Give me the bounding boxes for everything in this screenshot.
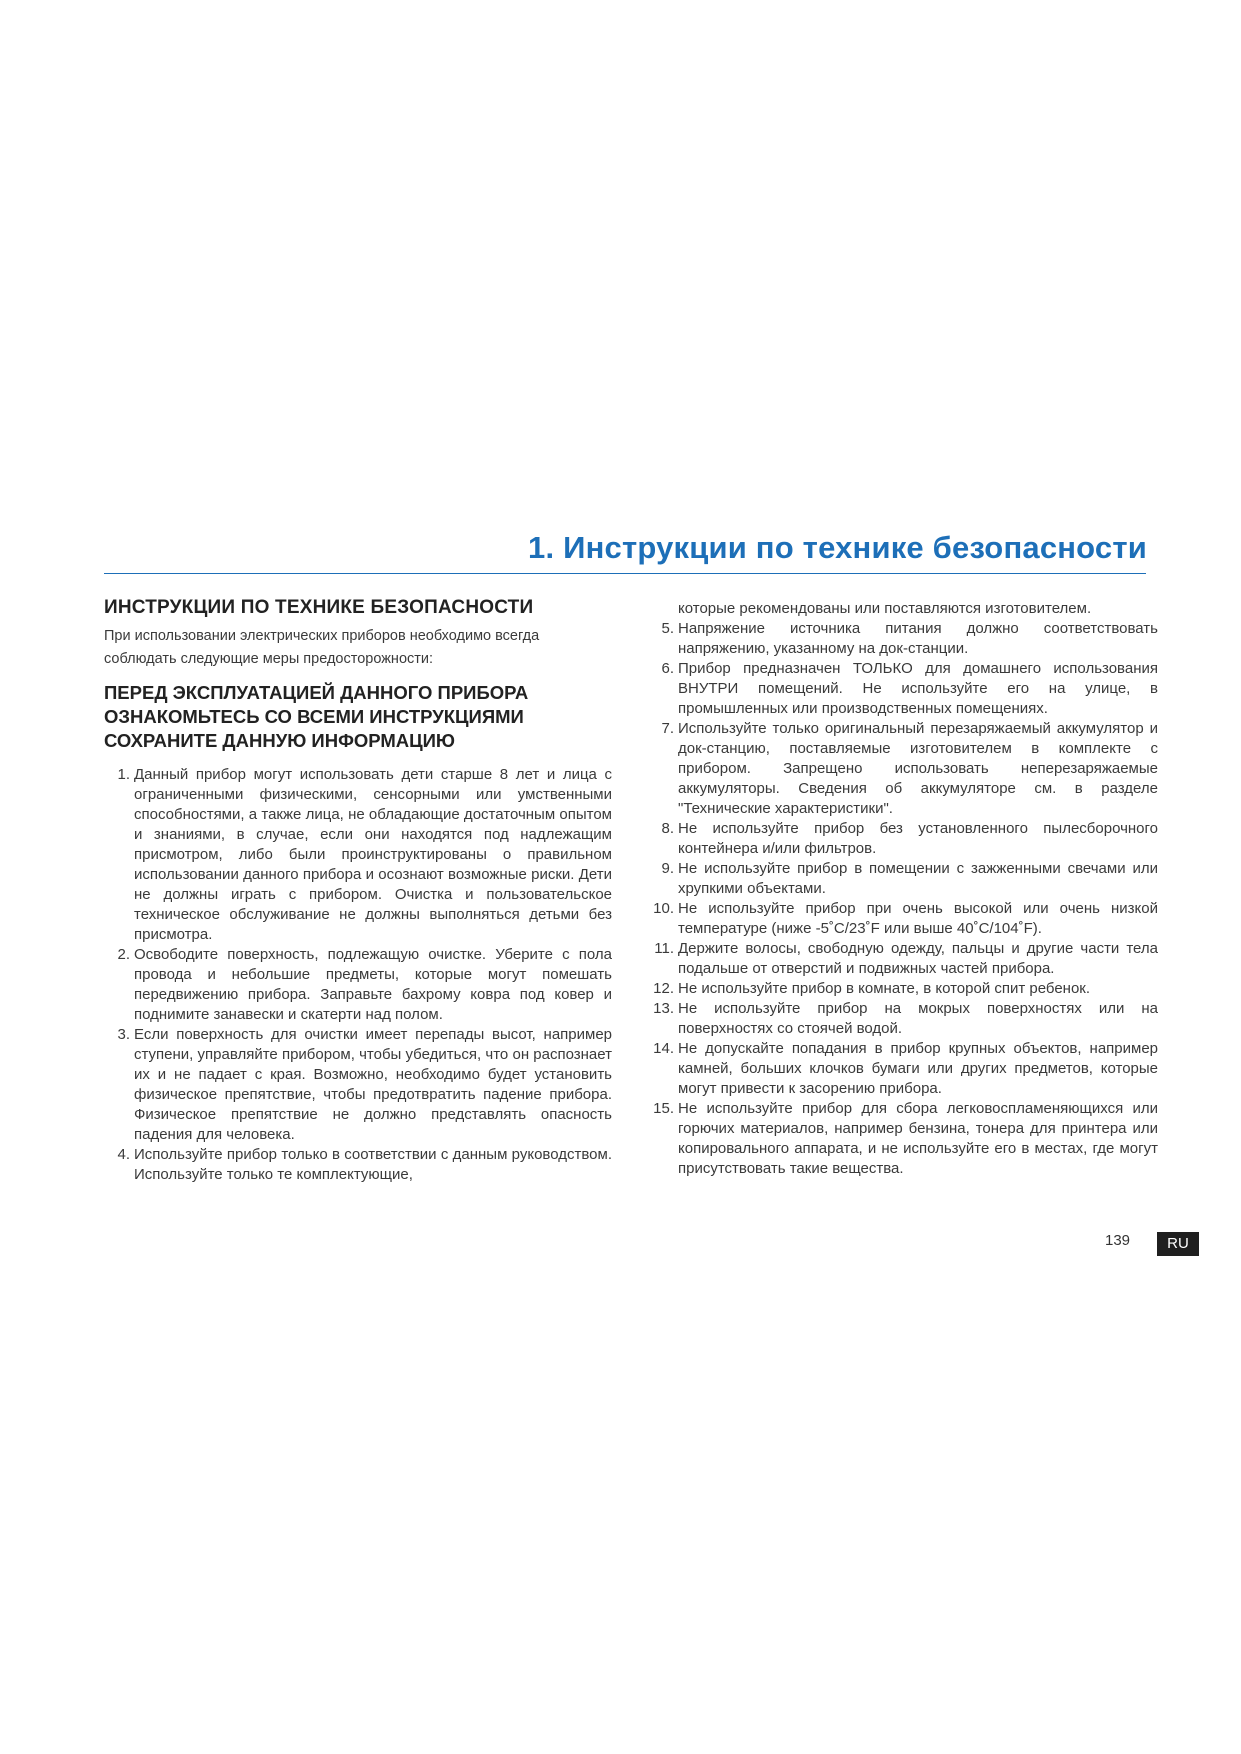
item-number: 9. (661, 860, 674, 877)
item-number: 7. (661, 720, 674, 737)
section-title: 1. Инструкции по технике безопасности (528, 530, 1147, 565)
warning-line: СОХРАНИТЕ ДАННУЮ ИНФОРМАЦИЮ (104, 730, 456, 751)
list-item (648, 899, 1158, 939)
item-text: Не используйте прибор в помещении с зажженными свечами или хрупкими объектами. (678, 860, 1158, 897)
list-item (104, 765, 612, 945)
right-column (648, 599, 1158, 1179)
list-item (648, 1039, 1158, 1099)
title-divider (104, 573, 1146, 574)
item-text: Не используйте прибор при очень высокой или очень низкой температуре (ниже -5˚C/23˚F или выше 40˚C/104˚F). (678, 900, 1158, 937)
item-number: 5. (661, 620, 674, 637)
list-item (648, 859, 1158, 899)
list-item (648, 979, 1158, 999)
item-number: 14. (653, 1040, 674, 1057)
item-text: Не используйте прибор без установленного пылесборочного контейнера и/или фильтров. (678, 820, 1158, 857)
list-item (648, 619, 1158, 659)
item-text: Если поверхность для очистки имеет перепады высот, например ступени, управляйте прибором, чтобы убедиться, что он распознает их и не падает с края. Возможно, необходимо будет установить физическое препятствие, чтобы предотвратить падение прибора. Физическое препятствие не должно представлять опасность падения для человека. (134, 1026, 612, 1143)
list-item (104, 1025, 612, 1145)
item-number: 4. (117, 1146, 130, 1163)
item-text: Прибор предназначен ТОЛЬКО для домашнего использования ВНУТРИ помещений. Не используйте его на улице, в промышленных или производственных помещениях. (678, 660, 1158, 717)
list-item (648, 939, 1158, 979)
item-text: Освободите поверхность, подлежащую очистке. Уберите с пола провода и небольшие предметы, которые могут помешать передвижению прибора. Заправьте бахрому ковра под ковер и поднимите занавески и скатерти над полом. (134, 946, 612, 1023)
language-badge: RU (1157, 1232, 1199, 1256)
item-number: 15. (653, 1100, 674, 1117)
item-number: 11. (654, 940, 674, 957)
warning-block (104, 681, 612, 753)
item-number: 13. (653, 1000, 674, 1017)
item-text: Используйте прибор только в соответствии с данным руководством. Используйте только те комплектующие, (134, 1146, 612, 1183)
warning-line: ПЕРЕД ЭКСПЛУАТАЦИЕЙ ДАННОГО ПРИБОРА (104, 682, 529, 703)
item-text: Данный прибор могут использовать дети старше 8 лет и лица с ограниченными физическими, сенсорными или умственными способностями, а также лица, не обладающие достаточным опытом и знаниями, в случае, если они находятся под надлежащим присмотром, либо были проинструктированы о правильном использовании данного прибора и осознают возможные риски. Дети не должны играть с прибором. Очистка и пользовательское техническое обслуживание не должны выполняться детьми без присмотра. (134, 766, 612, 943)
item-number: 6. (661, 660, 674, 677)
warning-line: ОЗНАКОМЬТЕСЬ СО ВСЕМИ ИНСТРУКЦИЯМИ (104, 706, 524, 727)
item-text: Не используйте прибор для сбора легковоспламеняющихся или горючих материалов, например бензина, тонера для принтера или копировального аппарата, и не используйте его в местах, где могут присутствовать такие вещества. (678, 1100, 1158, 1177)
page-number: 139 (1105, 1232, 1131, 1249)
item-number: 8. (661, 820, 674, 837)
list-item (648, 659, 1158, 719)
continuation-text: которые рекомендованы или поставляются изготовителем. (678, 600, 1092, 617)
item-number: 12. (653, 980, 674, 997)
list-item (648, 819, 1158, 859)
item-number: 3. (117, 1026, 130, 1043)
item-text: Напряжение источника питания должно соответствовать напряжению, указанному на док-станции. (678, 620, 1158, 657)
list-item (648, 999, 1158, 1039)
left-column (104, 597, 612, 1185)
item-number: 2. (117, 946, 130, 963)
list-item (104, 1145, 612, 1185)
item-text: Не используйте прибор в комнате, в которой спит ребенок. (678, 980, 1091, 997)
intro-text: При использовании электрических приборов необходимо всегда соблюдать следующие меры предосторожности: (104, 628, 540, 667)
item-text: Не допускайте попадания в прибор крупных объектов, например камней, больших клочков бумаги или других предметов, которые могут привести к засорению прибора. (678, 1040, 1158, 1097)
safety-heading: ИНСТРУКЦИИ ПО ТЕХНИКЕ БЕЗОПАСНОСТИ (104, 597, 534, 618)
safety-list-left (104, 765, 612, 1185)
list-item (648, 1099, 1158, 1179)
safety-list-right (648, 619, 1158, 1179)
item-text: Не используйте прибор на мокрых поверхностях или на поверхностях со стоячей водой. (678, 1000, 1158, 1037)
item-number: 10. (653, 900, 674, 917)
list-item (104, 945, 612, 1025)
item-number: 1. (117, 766, 130, 783)
item-text: Держите волосы, свободную одежду, пальцы и другие части тела подальше от отверстий и подвижных частей прибора. (678, 940, 1158, 977)
list-item (648, 719, 1158, 819)
item-text: Используйте только оригинальный перезаряжаемый аккумулятор и док-станцию, поставляемые изготовителем в комплекте с прибором. Запрещено использовать неперезаряжаемые аккумуляторы. Сведения об аккумуляторе см. в разделе "Технические характеристики". (678, 720, 1158, 817)
